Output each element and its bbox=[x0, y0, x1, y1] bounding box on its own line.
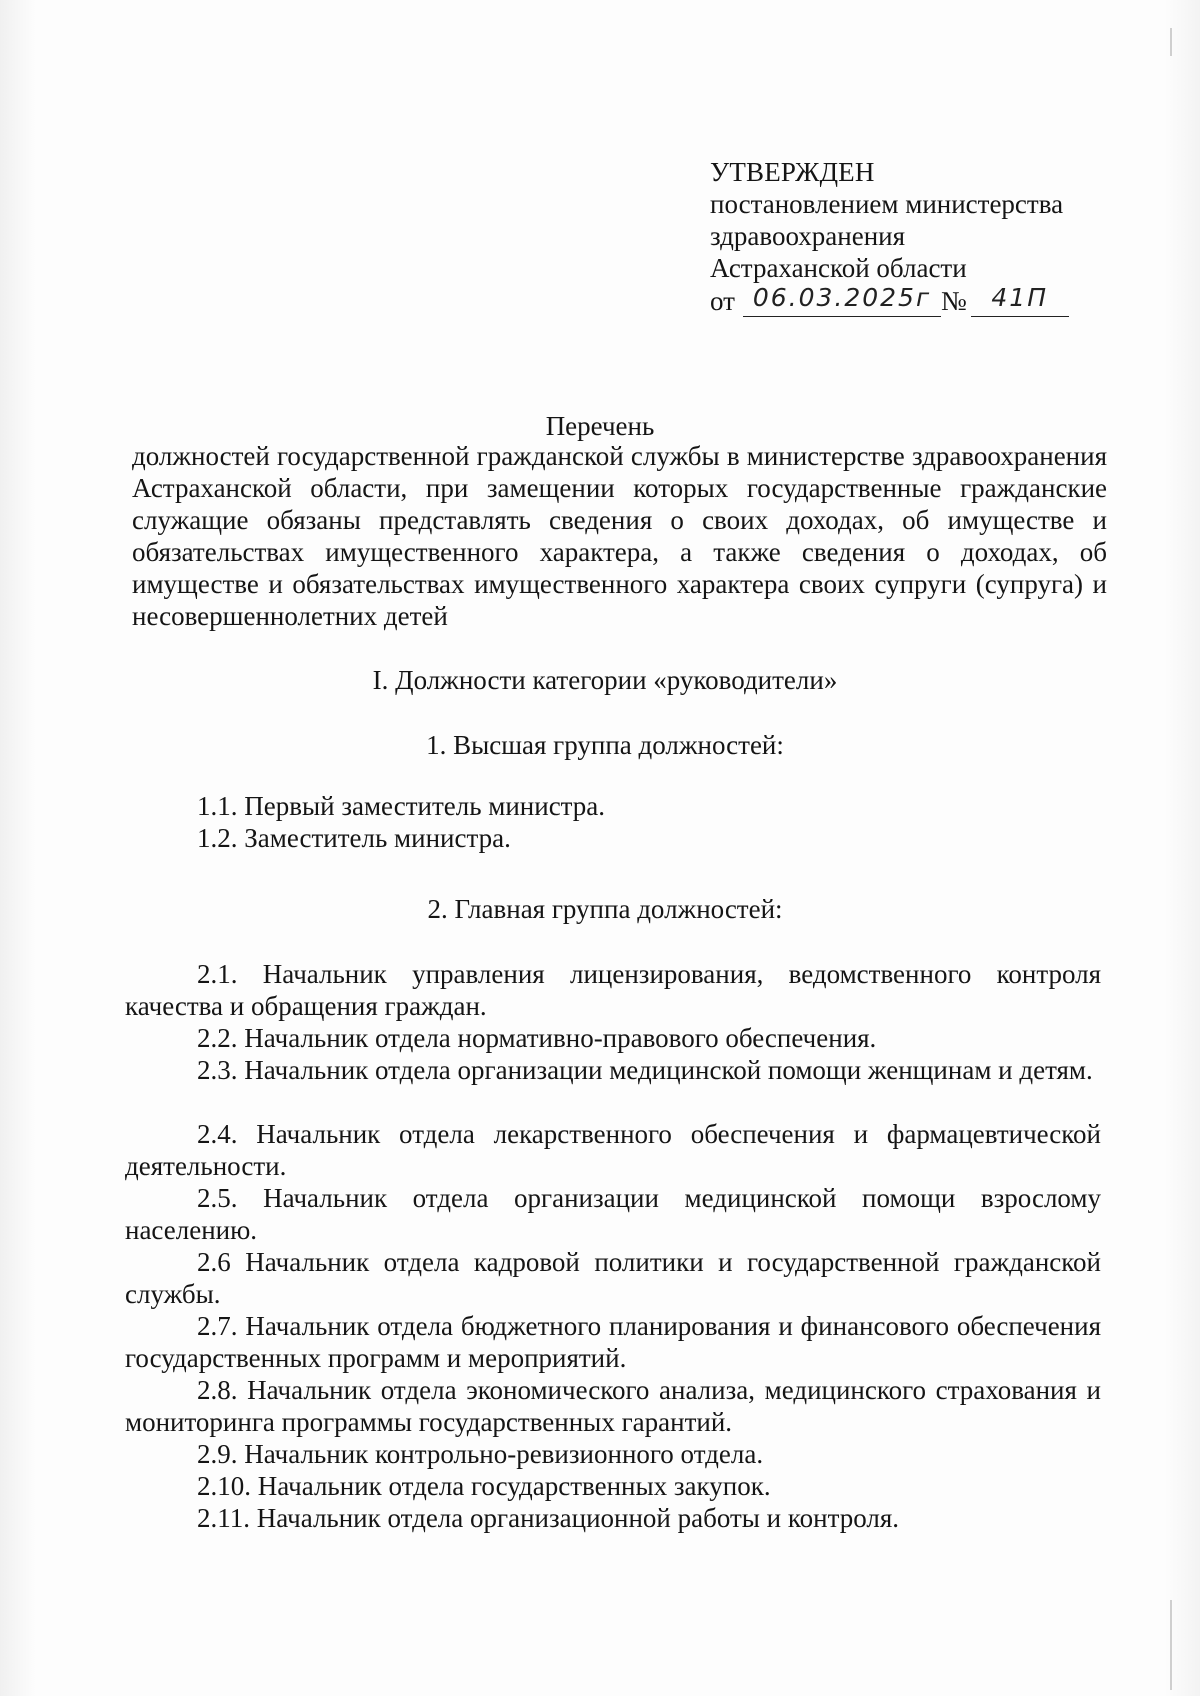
group-1-heading: 1. Высшая группа должностей: bbox=[426, 730, 784, 760]
list-item: 2.3. Начальник отдела организации медицинской помощи женщинам и детям. bbox=[197, 1055, 1093, 1085]
approval-block bbox=[710, 156, 1130, 317]
list-item: 2.5. Начальник отдела организации медицинской помощи взрослому населению. bbox=[125, 1183, 1101, 1245]
from-label: от bbox=[710, 286, 735, 316]
list-item: 2.10. Начальник отдела государственных закупок. bbox=[197, 1471, 771, 1501]
scan-mark-bottom bbox=[1170, 1600, 1172, 1690]
group-2-heading: 2. Главная группа должностей: bbox=[427, 894, 783, 924]
list-item: 2.2. Начальник отдела нормативно-правового обеспечения. bbox=[197, 1023, 877, 1053]
handwritten-date: 06.03.2025г bbox=[743, 284, 941, 317]
list-item: 2.11. Начальник отдела организационной работы и контроля. bbox=[197, 1503, 899, 1533]
list-item: 2.1. Начальник управления лицензирования, ведомственного контроля качества и обращения граждан. bbox=[125, 959, 1101, 1021]
list-item: 1.2. Заместитель министра. bbox=[197, 823, 511, 853]
approval-heading: УТВЕРЖДЕН bbox=[710, 157, 875, 187]
section-1-heading: I. Должности категории «руководители» bbox=[372, 665, 838, 695]
approval-line-3: Астраханской области bbox=[710, 253, 967, 283]
approval-line-1: постановлением министерства bbox=[710, 189, 1064, 219]
list-item: 2.8. Начальник отдела экономического анализа, медицинского страхования и мониторинга программы государственных гарантий. bbox=[125, 1375, 1101, 1437]
list-item: 2.9. Начальник контрольно-ревизионного отдела. bbox=[197, 1439, 764, 1469]
scan-mark-top bbox=[1170, 28, 1172, 56]
scan-edge-left bbox=[0, 0, 36, 1696]
handwritten-number: 41П bbox=[971, 284, 1069, 317]
list-item: 2.6 Начальник отдела кадровой политики и государственной гражданской службы. bbox=[125, 1247, 1101, 1309]
approval-date-line bbox=[710, 284, 1130, 317]
document-subtitle: должностей государственной гражданской службы в министерстве здравоохранения Астраханской области, при замещении которых государственные гражданские служащие обязаны представлять сведения о своих доходах, об имуществе и обязательствах имущественного характера, а также сведения о доходах, об имуществе и обязательствах имущественного характера своих супруги (супруга) и несовершеннолетних детей bbox=[132, 441, 1107, 631]
document-title: Перечень bbox=[545, 411, 655, 441]
list-item: 2.4. Начальник отдела лекарственного обеспечения и фармацевтической деятельности. bbox=[125, 1119, 1101, 1181]
approval-line-2: здравоохранения bbox=[710, 221, 906, 251]
number-label: № bbox=[940, 286, 967, 316]
list-item: 1.1. Первый заместитель министра. bbox=[197, 791, 606, 821]
scan-edge-right bbox=[1164, 0, 1200, 1696]
list-item: 2.7. Начальник отдела бюджетного планирования и финансового обеспечения государственных программ и мероприятий. bbox=[125, 1311, 1101, 1373]
